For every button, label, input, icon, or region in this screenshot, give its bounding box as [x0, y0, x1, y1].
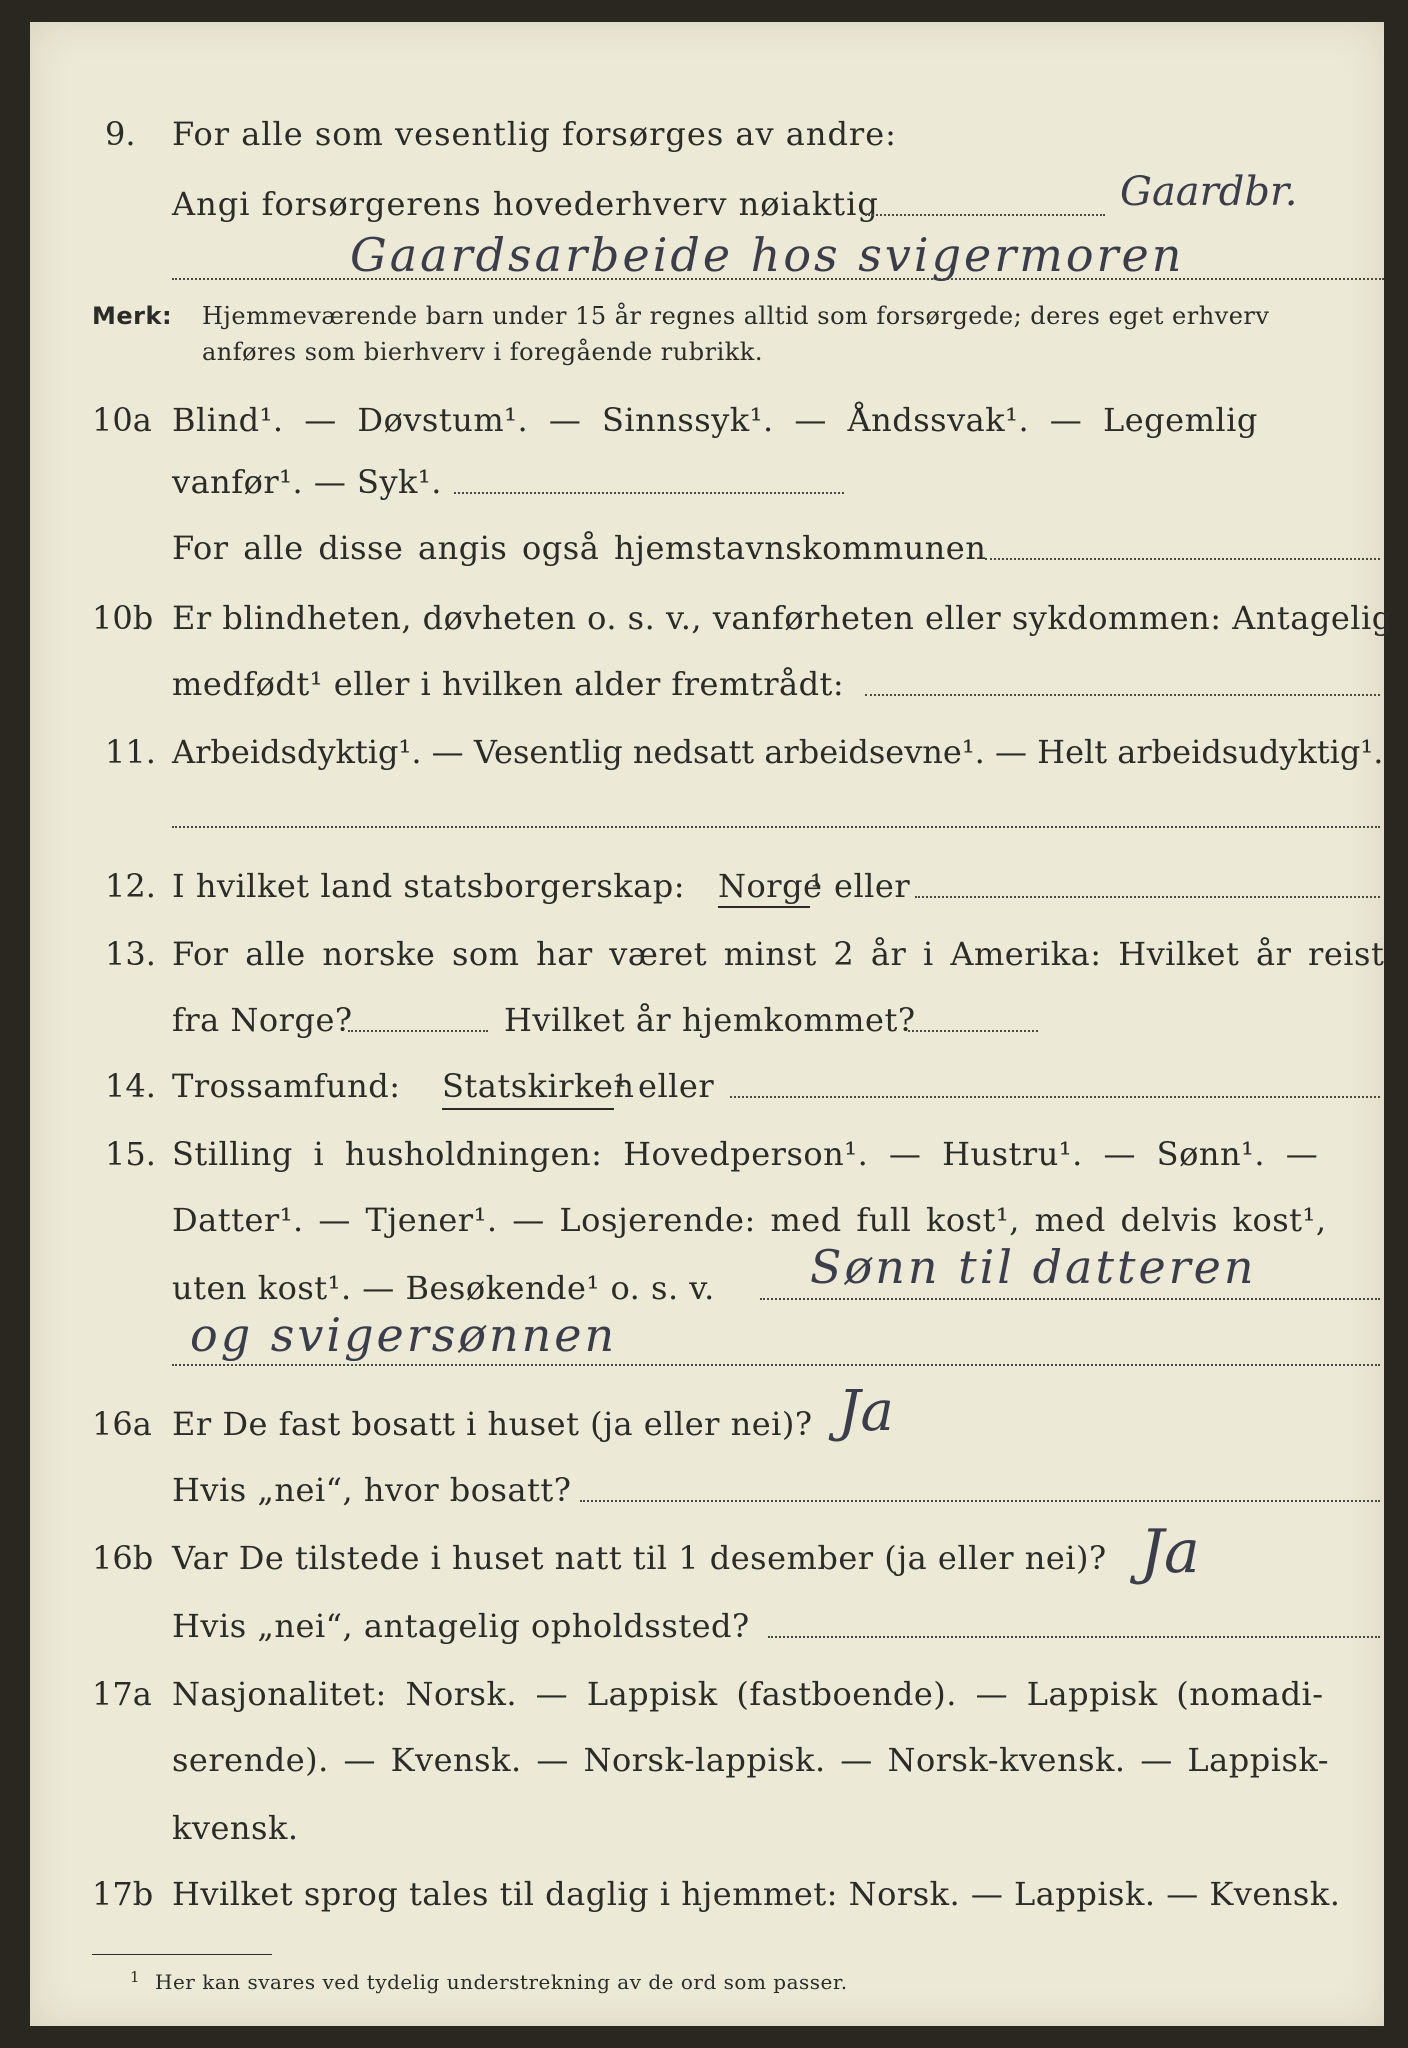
q16b-line1: Var De tilstede i huset natt til 1 desember (ja eller nei)?	[172, 1539, 1107, 1577]
q13-answer-line-1	[348, 1030, 488, 1032]
q9-line1: For alle som vesentlig forsørges av andre:	[172, 115, 897, 153]
q10a-answer-line-2	[985, 558, 1380, 560]
q12-number: 12.	[105, 867, 156, 905]
q10b-line1: Er blindheten, døvheten o. s. v., vanførheten eller sykdommen: Antagelig	[172, 599, 1393, 637]
q14-answer-line	[730, 1096, 1380, 1098]
q17a-line1: Nasjonalitet: Norsk. — Lappisk (fastboende). — Lappisk (nomadi-	[172, 1675, 1324, 1713]
q14-underline	[442, 1108, 614, 1110]
q17a-number: 17a	[92, 1675, 152, 1713]
footnote-mark: 1	[130, 1968, 140, 1986]
q12-suffix: ¹ eller	[810, 867, 911, 905]
q16b-answer-line	[768, 1636, 1380, 1638]
footnote-rule	[92, 1954, 272, 1955]
q15-handwritten-answer-1: Sønn til datteren	[810, 1240, 1257, 1294]
q15-line3: uten kost¹. — Besøkende¹ o. s. v.	[172, 1269, 715, 1307]
q12-answer-line	[915, 896, 1380, 898]
q9-answer-line-1	[865, 214, 1105, 216]
census-form-page	[30, 22, 1393, 2026]
q11-number: 11.	[105, 733, 156, 771]
q16b-handwritten-answer: Ja	[1140, 1517, 1200, 1587]
q15-handwritten-answer-2: og svigersønnen	[190, 1308, 618, 1362]
q13-line2b: Hvilket år hjemkommet?	[504, 1001, 916, 1039]
q15-line1: Stilling i husholdningen: Hovedperson¹. — Hustru¹. — Sønn¹. —	[172, 1135, 1319, 1173]
q10a-line2: vanfør¹. — Syk¹.	[172, 463, 442, 501]
merk-line2: anføres som bierhverv i foregående rubrikk.	[202, 338, 763, 366]
q12-label: I hvilket land statsborgerskap:	[172, 867, 685, 905]
q12-norge: Norge	[718, 867, 823, 905]
merk-label: Merk:	[92, 302, 173, 330]
q13-line2a: fra Norge?	[172, 1001, 353, 1039]
q10a-line3: For alle disse angis også hjemstavnskommunen	[172, 529, 987, 567]
q13-line1: For alle norske som har været minst 2 år i Amerika: Hvilket år reist	[172, 935, 1385, 973]
q17b-number: 17b	[92, 1875, 154, 1913]
q16b-line2: Hvis „nei“, antagelig opholdssted?	[172, 1607, 750, 1645]
footnote-text: Her kan svares ved tydelig understrekning av de ord som passer.	[155, 1970, 848, 1994]
q10a-line1: Blind¹. — Døvstum¹. — Sinnssyk¹. — Åndssvak¹. — Legemlig	[172, 401, 1258, 439]
q15-line2: Datter¹. — Tjener¹. — Losjerende: med full kost¹, med delvis kost¹,	[172, 1201, 1327, 1239]
q14-suffix: ¹ eller	[614, 1067, 715, 1105]
q11-line1: Arbeidsdyktig¹. — Vesentlig nedsatt arbeidsevne¹. — Helt arbeidsudyktig¹.	[172, 733, 1384, 771]
q10b-line2: medfødt¹ eller i hvilken alder fremtrådt:	[172, 665, 845, 703]
q16a-handwritten-answer: Ja	[838, 1379, 894, 1444]
q13-answer-line-2	[908, 1030, 1038, 1032]
q9-number: 9.	[105, 115, 136, 153]
q9-handwritten-answer: Gaardsarbeide hos svigermoren	[350, 228, 1185, 282]
q15-answer-line-1	[760, 1298, 1380, 1300]
q17a-line3: kvensk.	[172, 1809, 299, 1847]
q16b-number: 16b	[92, 1539, 154, 1577]
q9-handwritten-occupation: Gaardbr.	[1120, 169, 1298, 215]
q12-underline	[718, 906, 810, 908]
q17b-line1: Hvilket sprog tales til daglig i hjemmet: Norsk. — Lappisk. — Kvensk.	[172, 1875, 1341, 1913]
q15-number: 15.	[105, 1135, 156, 1173]
q15-answer-line-2	[172, 1364, 1380, 1366]
q16a-line2: Hvis „nei“, hvor bosatt?	[172, 1471, 572, 1509]
q16a-line1: Er De fast bosatt i huset (ja eller nei)?	[172, 1405, 813, 1443]
q14-number: 14.	[105, 1067, 156, 1105]
q11-answer-line	[172, 826, 1380, 828]
q9-line2: Angi forsørgerens hovederhverv nøiaktig	[172, 185, 879, 223]
q16a-answer-line	[580, 1500, 1380, 1502]
q10b-number: 10b	[92, 599, 154, 637]
merk-line1: Hjemmeværende barn under 15 år regnes alltid som forsørgede; deres eget erhverv	[202, 302, 1270, 330]
q16a-number: 16a	[92, 1405, 152, 1443]
q10a-answer-line-1	[454, 492, 844, 494]
q14-statskirken: Statskirken	[442, 1067, 635, 1105]
q13-number: 13.	[105, 935, 156, 973]
q17a-line2: serende). — Kvensk. — Norsk-lappisk. — Norsk-kvensk. — Lappisk-	[172, 1741, 1330, 1779]
q10a-number: 10a	[92, 401, 152, 439]
q14-label: Trossamfund:	[172, 1067, 401, 1105]
q10b-answer-line	[865, 694, 1380, 696]
